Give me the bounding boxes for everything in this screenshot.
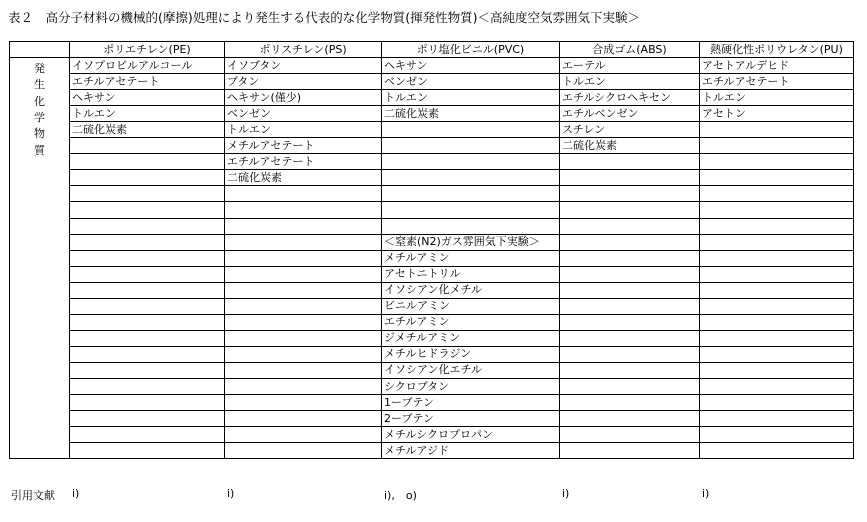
- table-cell: [700, 330, 854, 346]
- side-label-char: 学: [34, 110, 45, 124]
- table-cell: [560, 443, 700, 459]
- table-cell: アセトニトリル: [382, 266, 560, 282]
- table-cell: [70, 314, 225, 330]
- table-cell: [70, 154, 225, 170]
- reference-abs: i): [562, 487, 570, 500]
- table-cell: [560, 362, 700, 378]
- table-row: [10, 266, 854, 282]
- table-cell: [560, 218, 700, 234]
- side-label-char: 物: [34, 127, 45, 141]
- table-cell: [560, 314, 700, 330]
- table-cell: [700, 138, 854, 154]
- table-cell: ジメチルアミン: [382, 330, 560, 346]
- table-cell: [560, 378, 700, 394]
- table-row: [10, 138, 854, 154]
- table-cell: [70, 186, 225, 202]
- table-cell: [70, 138, 225, 154]
- table-cell: [225, 378, 382, 394]
- table-cell: [70, 282, 225, 298]
- table-row: [10, 218, 854, 234]
- side-label-char: 化: [34, 94, 45, 108]
- table-cell: [225, 395, 382, 411]
- table-cell: [70, 298, 225, 314]
- column-header: 熱硬化性ポリウレタン(PU): [700, 42, 854, 58]
- table-cell: [700, 170, 854, 186]
- table-cell: [225, 330, 382, 346]
- table-cell: エチルアセテート: [225, 154, 382, 170]
- table-cell: [700, 378, 854, 394]
- table-cell: ヘキサン(僅少): [225, 90, 382, 106]
- table-cell: 2ーブテン: [382, 411, 560, 427]
- chemical-table: [9, 41, 854, 459]
- table-cell: [382, 170, 560, 186]
- table-cell: [700, 411, 854, 427]
- table-cell: エチルアセテート: [700, 74, 854, 90]
- table-cell: [382, 186, 560, 202]
- table-cell: イソシアン化メチル: [382, 282, 560, 298]
- table-cell: [225, 443, 382, 459]
- table-cell: [70, 411, 225, 427]
- table-cell: [700, 282, 854, 298]
- table-cell: アセトアルデヒド: [700, 58, 854, 74]
- table-cell: [382, 122, 560, 138]
- table-cell: シクロブタン: [382, 378, 560, 394]
- table-cell: [382, 202, 560, 218]
- table-cell: ブタン: [225, 74, 382, 90]
- table-cell: [382, 138, 560, 154]
- table-row: [10, 122, 854, 138]
- header-corner: [10, 42, 70, 58]
- table-cell: [70, 362, 225, 378]
- table-row: [10, 395, 854, 411]
- table-row: [10, 74, 854, 90]
- table-cell: [700, 186, 854, 202]
- table-cell: [560, 202, 700, 218]
- table-cell: [560, 411, 700, 427]
- table-row: [10, 154, 854, 170]
- footer-references: [0, 487, 867, 503]
- table-row: [10, 106, 854, 122]
- column-header: ポリスチレン(PS): [225, 42, 382, 58]
- table-cell: [225, 362, 382, 378]
- table-cell: [225, 234, 382, 250]
- table-cell: エチルベンゼン: [560, 106, 700, 122]
- table-row: [10, 378, 854, 394]
- table-cell: [70, 395, 225, 411]
- table-row: [10, 362, 854, 378]
- table-cell: メチルヒドラジン: [382, 346, 560, 362]
- table-cell: [225, 346, 382, 362]
- table-cell: [560, 298, 700, 314]
- table-cell: [70, 170, 225, 186]
- table-cell: [560, 170, 700, 186]
- table-cell: [225, 250, 382, 266]
- reference-pu: i): [702, 487, 710, 500]
- table-title: 表２ 高分子材料の機械的(摩擦)処理により発生する代表的な化学物質(揮発性物質)＜高純度空気雰囲気下実験＞: [8, 10, 641, 25]
- table-row: [10, 282, 854, 298]
- table-cell: [560, 266, 700, 282]
- table-cell: [70, 250, 225, 266]
- references-label: 引用文献: [11, 489, 55, 502]
- table-cell: 二硫化炭素: [225, 170, 382, 186]
- table-cell: [560, 234, 700, 250]
- table-cell: 二硫化炭素: [70, 122, 225, 138]
- table-row: [10, 427, 854, 443]
- table-cell: [560, 154, 700, 170]
- column-header: 合成ゴム(ABS): [560, 42, 700, 58]
- table-cell: [70, 234, 225, 250]
- table-cell: [560, 250, 700, 266]
- table-cell: イソブタン: [225, 58, 382, 74]
- table-cell: エチルアミン: [382, 314, 560, 330]
- table-cell: トルエン: [70, 106, 225, 122]
- table-cell: [560, 330, 700, 346]
- table-cell: [560, 186, 700, 202]
- table-cell: [225, 202, 382, 218]
- table-cell: [560, 282, 700, 298]
- reference-pe: i): [72, 487, 80, 500]
- table-cell: トルエン: [382, 90, 560, 106]
- table-cell: 二硫化炭素: [560, 138, 700, 154]
- table-row: [10, 443, 854, 459]
- table-cell: [225, 218, 382, 234]
- table-cell: メチルシクロプロパン: [382, 427, 560, 443]
- table-cell: ベンゼン: [225, 106, 382, 122]
- table-cell: [225, 427, 382, 443]
- column-header: ポリエチレン(PE): [70, 42, 225, 58]
- table-cell: [700, 362, 854, 378]
- column-header: ポリ塩化ビニル(PVC): [382, 42, 560, 58]
- table-cell: [225, 314, 382, 330]
- table-cell: [70, 443, 225, 459]
- side-label-char: 質: [34, 143, 45, 157]
- table-cell: [700, 298, 854, 314]
- header-row: [10, 42, 854, 58]
- table-cell: ベンゼン: [382, 74, 560, 90]
- table-cell: [700, 266, 854, 282]
- table-cell: [70, 378, 225, 394]
- table-cell: [70, 330, 225, 346]
- table-cell: [225, 298, 382, 314]
- table-row: [10, 202, 854, 218]
- table-row: [10, 298, 854, 314]
- table-cell: トルエン: [225, 122, 382, 138]
- table-cell: ＜窒素(N2)ガス雰囲気下実験＞: [382, 234, 560, 250]
- table-cell: メチルアジド: [382, 443, 560, 459]
- table-cell: [700, 427, 854, 443]
- table-cell: [382, 154, 560, 170]
- table-cell: [70, 266, 225, 282]
- table-cell: [700, 395, 854, 411]
- table-row: [10, 330, 854, 346]
- table-cell: [225, 282, 382, 298]
- table-cell: [225, 411, 382, 427]
- table-cell: [70, 218, 225, 234]
- table-cell: [382, 218, 560, 234]
- table-cell: [70, 346, 225, 362]
- table-cell: [700, 314, 854, 330]
- table-cell: [700, 218, 854, 234]
- table-cell: [70, 202, 225, 218]
- table-cell: [225, 186, 382, 202]
- table-row: [10, 90, 854, 106]
- table-cell: イソシアン化エチル: [382, 362, 560, 378]
- table-row: [10, 58, 854, 74]
- table-body: [10, 58, 854, 459]
- table-row: [10, 170, 854, 186]
- table-cell: エチルアセテート: [70, 74, 225, 90]
- table-cell: [560, 346, 700, 362]
- table-cell: [560, 395, 700, 411]
- table-cell: アセトン: [700, 106, 854, 122]
- table-cell: トルエン: [700, 90, 854, 106]
- side-label-char: 発: [34, 62, 45, 76]
- table-cell: ヘキサン: [70, 90, 225, 106]
- table-cell: [700, 346, 854, 362]
- table-row: [10, 234, 854, 250]
- table-cell: トルエン: [560, 74, 700, 90]
- table-cell: 二硫化炭素: [382, 106, 560, 122]
- table-cell: メチルアセテート: [225, 138, 382, 154]
- table-cell: [700, 250, 854, 266]
- table-cell: 1ーブテン: [382, 395, 560, 411]
- reference-pvc: i), o): [384, 489, 417, 502]
- table-cell: [225, 266, 382, 282]
- table-row: [10, 186, 854, 202]
- table-cell: [700, 154, 854, 170]
- side-label-char: 生: [34, 78, 45, 92]
- table-cell: エーテル: [560, 58, 700, 74]
- table-cell: エチルシクロヘキセン: [560, 90, 700, 106]
- table-cell: [700, 443, 854, 459]
- table-row: [10, 250, 854, 266]
- table-row: [10, 314, 854, 330]
- table-cell: [700, 122, 854, 138]
- table-cell: [70, 427, 225, 443]
- side-label: [10, 58, 70, 459]
- reference-ps: i): [227, 487, 235, 500]
- table-row: [10, 411, 854, 427]
- table-cell: メチルアミン: [382, 250, 560, 266]
- table-row: [10, 346, 854, 362]
- table-cell: スチレン: [560, 122, 700, 138]
- table-cell: ヘキサン: [382, 58, 560, 74]
- table-cell: ビニルアミン: [382, 298, 560, 314]
- table-cell: [700, 234, 854, 250]
- table-cell: [700, 202, 854, 218]
- table-cell: [560, 427, 700, 443]
- table-cell: イソプロピルアルコール: [70, 58, 225, 74]
